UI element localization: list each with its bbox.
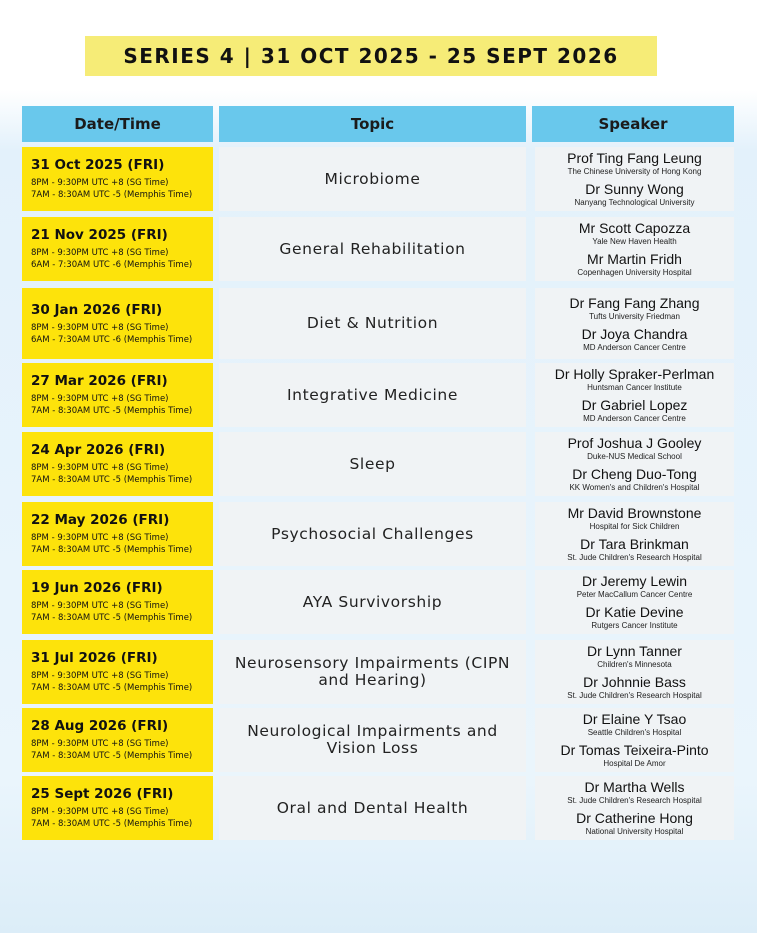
speaker-name: Dr Catherine Hong — [576, 810, 693, 826]
session-date: 24 Apr 2026 (FRI) — [31, 442, 166, 458]
speaker-affiliation: KK Women's and Children's Hospital — [569, 483, 700, 492]
session-topic: Oral and Dental Health — [219, 776, 526, 840]
speaker-affiliation: St. Jude Children's Research Hospital — [567, 796, 702, 805]
date-cell — [22, 363, 213, 427]
session-time-memphis: 7AM - 8:30AM UTC -5 (Memphis Time) — [31, 406, 193, 416]
speaker-name: Dr Gabriel Lopez — [581, 397, 688, 413]
date-cell — [22, 288, 213, 359]
date-cell — [22, 708, 213, 772]
session-time-memphis: 6AM - 7:30AM UTC -6 (Memphis Time) — [31, 334, 193, 345]
speaker-name: Mr David Brownstone — [567, 505, 702, 521]
speaker-affiliation: Huntsman Cancer Institute — [587, 383, 682, 392]
speaker-affiliation: MD Anderson Cancer Centre — [583, 342, 686, 352]
session-time-sg: 8PM - 9:30PM UTC +8 (SG Time) — [31, 739, 169, 749]
session-time-sg: 8PM - 9:30PM UTC +8 (SG Time) — [31, 463, 169, 473]
session-date: 28 Aug 2026 (FRI) — [31, 718, 169, 734]
session-topic: Psychosocial Challenges — [219, 502, 526, 566]
table-row — [0, 147, 757, 211]
speaker-name: Dr Joya Chandra — [581, 325, 688, 342]
table-row — [0, 640, 757, 704]
speaker-cell — [535, 288, 734, 359]
speaker-name: Prof Ting Fang Leung — [567, 150, 702, 166]
date-cell — [22, 217, 213, 281]
session-topic: Neurosensory Impairments (CIPN and Hearing) — [219, 640, 526, 704]
date-cell — [22, 640, 213, 704]
session-time-sg: 8PM - 9:30PM UTC +8 (SG Time) — [31, 322, 169, 333]
speaker-cell — [535, 640, 734, 704]
speaker-affiliation: Nanyang Technological University — [574, 198, 695, 207]
speaker-cell — [535, 502, 734, 566]
session-time-sg: 8PM - 9:30PM UTC +8 (SG Time) — [31, 807, 169, 817]
speaker-cell — [535, 570, 734, 634]
session-time-memphis: 6AM - 7:30AM UTC -6 (Memphis Time) — [31, 260, 193, 270]
session-time-memphis: 7AM - 8:30AM UTC -5 (Memphis Time) — [31, 751, 193, 761]
speaker-name: Dr Fang Fang Zhang — [569, 294, 700, 311]
session-topic: General Rehabilitation — [219, 217, 526, 281]
session-time-memphis: 7AM - 8:30AM UTC -5 (Memphis Time) — [31, 613, 193, 623]
session-time-memphis: 7AM - 8:30AM UTC -5 (Memphis Time) — [31, 819, 193, 829]
session-time-sg: 8PM - 9:30PM UTC +8 (SG Time) — [31, 671, 169, 681]
speaker-affiliation: The Chinese University of Hong Kong — [567, 167, 702, 176]
session-time-sg: 8PM - 9:30PM UTC +8 (SG Time) — [31, 248, 169, 258]
speaker-affiliation: Tufts University Friedman — [589, 311, 680, 321]
speaker-affiliation: Rutgers Cancer Institute — [591, 621, 678, 630]
date-cell — [22, 570, 213, 634]
speaker-affiliation: MD Anderson Cancer Centre — [583, 414, 686, 423]
session-date: 31 Jul 2026 (FRI) — [31, 650, 158, 666]
table-row — [0, 708, 757, 772]
speaker-name: Dr Tomas Teixeira-Pinto — [560, 742, 709, 758]
session-time-sg: 8PM - 9:30PM UTC +8 (SG Time) — [31, 178, 169, 188]
header-speaker: Speaker — [532, 106, 734, 142]
speaker-name: Dr Tara Brinkman — [580, 536, 689, 552]
table-row — [0, 432, 757, 496]
header-topic: Topic — [219, 106, 526, 142]
session-time-sg: 8PM - 9:30PM UTC +8 (SG Time) — [31, 601, 169, 611]
session-date: 31 Oct 2025 (FRI) — [31, 157, 165, 173]
session-topic: Neurological Impairments and Vision Loss — [219, 708, 526, 772]
speaker-affiliation: Seattle Children's Hospital — [587, 728, 682, 737]
session-topic: Diet & Nutrition — [219, 288, 526, 359]
session-time-sg: 8PM - 9:30PM UTC +8 (SG Time) — [31, 533, 169, 543]
speaker-name: Dr Holly Spraker-Perlman — [554, 366, 715, 382]
speaker-affiliation: Duke-NUS Medical School — [587, 452, 682, 461]
session-topic: Microbiome — [219, 147, 526, 211]
session-topic: Sleep — [219, 432, 526, 496]
speaker-affiliation: St. Jude Children's Research Hospital — [567, 691, 702, 700]
session-date: 30 Jan 2026 (FRI) — [31, 301, 163, 318]
session-date: 25 Sept 2026 (FRI) — [31, 786, 174, 802]
speaker-name: Dr Jeremy Lewin — [581, 573, 688, 589]
speaker-cell — [535, 363, 734, 427]
speaker-affiliation: National University Hospital — [585, 827, 684, 836]
session-topic: AYA Survivorship — [219, 570, 526, 634]
table-row — [0, 570, 757, 634]
speaker-affiliation: Hospital De Amor — [603, 759, 666, 768]
speaker-name: Dr Sunny Wong — [585, 181, 684, 197]
speaker-affiliation: Hospital for Sick Children — [589, 522, 680, 531]
speaker-cell — [535, 708, 734, 772]
date-cell — [22, 502, 213, 566]
session-time-memphis: 7AM - 8:30AM UTC -5 (Memphis Time) — [31, 545, 193, 555]
session-time-sg: 8PM - 9:30PM UTC +8 (SG Time) — [31, 394, 169, 404]
speaker-name: Dr Elaine Y Tsao — [582, 711, 687, 727]
speaker-cell — [535, 432, 734, 496]
session-time-memphis: 7AM - 8:30AM UTC -5 (Memphis Time) — [31, 190, 193, 200]
session-date: 19 Jun 2026 (FRI) — [31, 580, 163, 596]
table-row — [0, 776, 757, 840]
session-date: 22 May 2026 (FRI) — [31, 512, 170, 528]
speaker-name: Dr Martha Wells — [584, 779, 685, 795]
session-date: 21 Nov 2025 (FRI) — [31, 227, 168, 243]
speaker-name: Prof Joshua J Gooley — [567, 435, 702, 451]
speaker-affiliation: Copenhagen University Hospital — [577, 268, 692, 277]
date-cell — [22, 776, 213, 840]
table-row — [0, 217, 757, 281]
session-time-memphis: 7AM - 8:30AM UTC -5 (Memphis Time) — [31, 683, 193, 693]
speaker-affiliation: Yale New Haven Health — [592, 237, 677, 246]
speaker-name: Mr Scott Capozza — [578, 220, 691, 236]
speaker-affiliation: Children's Minnesota — [597, 660, 672, 669]
session-date: 27 Mar 2026 (FRI) — [31, 373, 168, 389]
date-cell — [22, 147, 213, 211]
speaker-name: Dr Cheng Duo-Tong — [572, 466, 697, 482]
speaker-cell — [535, 217, 734, 281]
speaker-affiliation: Peter MacCallum Cancer Centre — [576, 590, 693, 599]
speaker-affiliation: St. Jude Children's Research Hospital — [567, 553, 702, 562]
speaker-cell — [535, 147, 734, 211]
speaker-name: Dr Katie Devine — [585, 604, 684, 620]
table-row — [0, 502, 757, 566]
speaker-name: Dr Johnnie Bass — [583, 674, 686, 690]
table-row — [0, 363, 757, 427]
table-row — [0, 288, 757, 359]
speaker-name: Dr Lynn Tanner — [587, 643, 682, 659]
session-time-memphis: 7AM - 8:30AM UTC -5 (Memphis Time) — [31, 475, 193, 485]
session-topic: Integrative Medicine — [219, 363, 526, 427]
series-title: SERIES 4 | 31 OCT 2025 - 25 SEPT 2026 — [85, 36, 657, 76]
speaker-name: Mr Martin Fridh — [587, 251, 682, 267]
speaker-cell — [535, 776, 734, 840]
date-cell — [22, 432, 213, 496]
header-date: Date/Time — [22, 106, 213, 142]
